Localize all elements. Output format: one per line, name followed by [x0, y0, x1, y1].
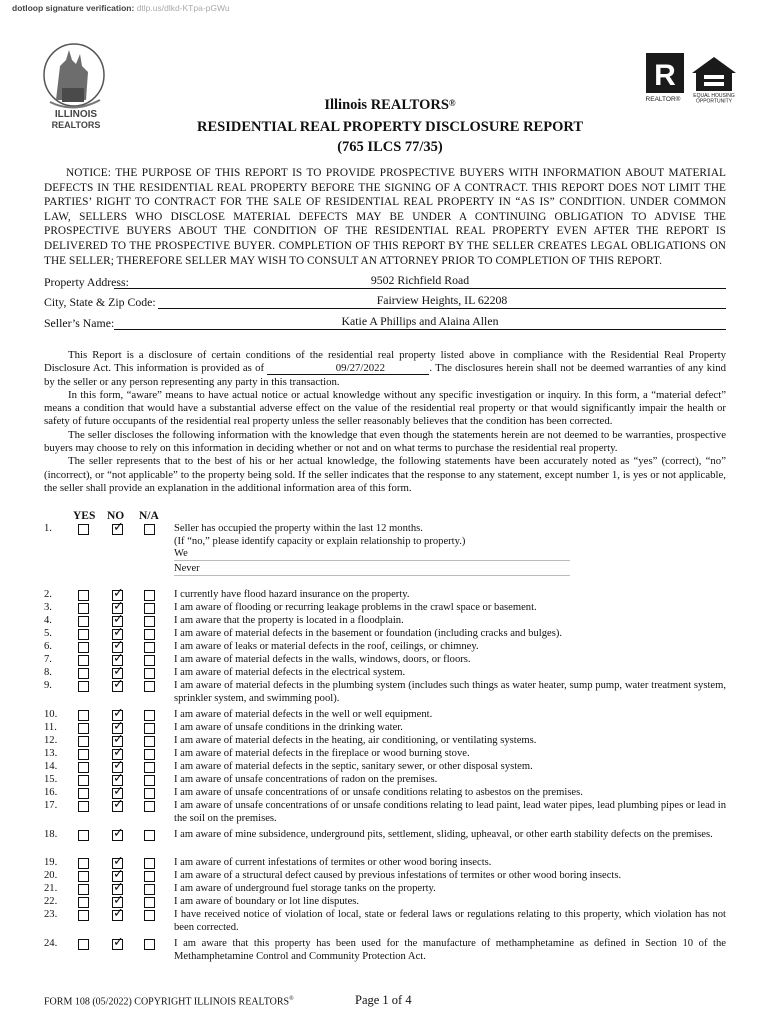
- na-checkbox[interactable]: [144, 524, 155, 535]
- check-mark-icon: ✓: [113, 745, 124, 760]
- notice-paragraph: NOTICE: THE PURPOSE OF THIS REPORT IS TO PROVIDE PROSPECTIVE BUYERS WITH INFORMATION ABOUT MATERIAL DEFECTS IN THE RESIDENTIAL REAL PROPERTY BEFORE THE SIGNING OF A CONTRACT. THIS REPORT DOES NOT LIMIT THE PARTIES’ RIGHT TO CONTRACT FOR THE SALE OF RESIDENTIAL REAL PROPERTY IN “AS IS” CONDITION. UNDER COMMON LAW, SELLERS WHO DISCLOSE MATERIAL DEFECTS MAY BE UNDER A CONTINUING OBLIGATION TO ADVISE THE PROSPECTIVE BUYERS ABOUT THE CONDITION OF THE RESIDENTIAL REAL PROPERTY EVEN AFTER THE REPORT IS DELIVERED TO THE PROSPECTIVE BUYER. COMPLETION OF THIS REPORT BY THE SELLER CREATES LEGAL OBLIGATIONS ON THE SELLER; THEREFORE SELLER MAY WISH TO CONSULT AN ATTORNEY PRIOR TO COMPLETION OF THIS REPORT.: [44, 167, 726, 267]
- item-text: [174, 523, 726, 549]
- no-checkbox[interactable]: [112, 520, 124, 535]
- check-mark-icon: ✓: [113, 599, 124, 614]
- check-mark-icon: ✓: [113, 906, 124, 921]
- na-checkbox[interactable]: [144, 590, 155, 601]
- item-1-explanation-line-1[interactable]: We: [174, 548, 570, 561]
- check-mark-icon: ✓: [113, 677, 124, 692]
- na-checkbox[interactable]: [144, 897, 155, 908]
- equal-housing-house-icon: [692, 57, 736, 91]
- no-checkbox[interactable]: [112, 906, 124, 921]
- yes-checkbox[interactable]: [78, 749, 89, 760]
- yes-checkbox[interactable]: [78, 603, 89, 614]
- na-checkbox[interactable]: [144, 723, 155, 734]
- column-na: N/A: [139, 510, 159, 522]
- item-text: I am aware of boundary or lot line disputes.: [174, 896, 360, 907]
- na-checkbox[interactable]: [144, 830, 155, 841]
- na-checkbox[interactable]: [144, 858, 155, 869]
- item-text: I am aware that the property is located in a floodplain.: [174, 615, 404, 626]
- na-checkbox[interactable]: [144, 762, 155, 773]
- yes-checkbox[interactable]: [78, 801, 89, 812]
- yes-checkbox[interactable]: [78, 681, 89, 692]
- na-checkbox[interactable]: [144, 884, 155, 895]
- yes-checkbox[interactable]: [78, 910, 89, 921]
- paragraph-2: In this form, “aware” means to have actual notice or actual knowledge without any specific investigation or inquiry. In this form, a “material defect” means a condition that would have a substantial adverse effect on the value of the residential real property or that would significantly impair the health or safety of future occupants of the residential real property unless the seller reasonably believes that the condition has been corrected.: [44, 388, 726, 428]
- item-number: 4.: [44, 615, 52, 626]
- item-text: I am aware of mine subsidence, underground pits, settlement, sliding, upheaval, or other earth stability defects on the premises.: [174, 829, 713, 840]
- na-checkbox[interactable]: [144, 681, 155, 692]
- item-text: I currently have flood hazard insurance on the property.: [174, 589, 410, 600]
- item-text: I am aware of unsafe concentrations of or unsafe conditions relating to lead paint, lead water pipes, lead plumbing pipes or lead in the soil on the premises.: [174, 800, 726, 824]
- disclosure-paragraphs: [44, 349, 726, 495]
- item-text: I am aware that this property has been used for the manufacture of methamphetamine as defined in Section 10 of the Methamphetamine Control and Community Protection Act.: [174, 938, 726, 962]
- city-state-zip-label: City, State & Zip Code:: [44, 295, 156, 309]
- no-checkbox[interactable]: [112, 935, 124, 950]
- item-number: 17.: [44, 800, 58, 811]
- item-number: 16.: [44, 787, 58, 798]
- yes-checkbox[interactable]: [78, 939, 89, 950]
- paragraph-4: The seller represents that to the best of his or her actual knowledge, the following statements have been accurately noted as “yes” (correct), “no” (incorrect), or “not applicable” to the property being sold. If the seller indicates that the response to any statement, except number 1, is yes or not applicable, the seller shall provide an explanation in the additional information area of this form.: [44, 455, 726, 494]
- logo-text-line1: ILLINOIS: [54, 109, 98, 120]
- check-mark-icon: ✓: [113, 732, 124, 747]
- item-number: 23.: [44, 909, 58, 920]
- na-checkbox[interactable]: [144, 788, 155, 799]
- item-text: I am aware of unsafe concentrations of radon on the premises.: [174, 774, 438, 785]
- column-yes: YES: [73, 510, 96, 522]
- item-text: I am aware of leaks or material defects in the roof, ceilings, or chimney.: [174, 641, 479, 652]
- na-checkbox[interactable]: [144, 749, 155, 760]
- illinois-realtors-logo: [36, 42, 116, 130]
- check-mark-icon: ✓: [113, 625, 124, 640]
- property-address-field[interactable]: 9502 Richfield Road: [114, 273, 726, 289]
- yes-checkbox[interactable]: [78, 616, 89, 627]
- check-mark-icon: ✓: [113, 612, 124, 627]
- item-text: I am aware of flooding or recurring leakage problems in the crawl space or basement.: [174, 602, 537, 613]
- check-mark-icon: ✓: [113, 520, 124, 535]
- item-number: 1.: [44, 523, 52, 534]
- check-mark-icon: ✓: [113, 880, 124, 895]
- yes-checkbox[interactable]: [78, 736, 89, 747]
- na-checkbox[interactable]: [144, 655, 155, 666]
- verification-link[interactable]: dtlp.us/dlkd-KTpa-pGWu: [136, 3, 230, 13]
- na-checkbox[interactable]: [144, 710, 155, 721]
- item-number: 11.: [44, 722, 57, 733]
- item-number: 2.: [44, 589, 52, 600]
- item-number: 18.: [44, 829, 58, 840]
- report-title: RESIDENTIAL REAL PROPERTY DISCLOSURE REPORT: [197, 119, 583, 135]
- item-number: 10.: [44, 709, 58, 720]
- yes-checkbox[interactable]: [78, 775, 89, 786]
- check-mark-icon: ✓: [113, 771, 124, 786]
- property-address-label: Property Address:: [44, 275, 129, 289]
- form-copyright: [44, 996, 294, 1007]
- check-mark-icon: ✓: [113, 893, 124, 908]
- na-checkbox[interactable]: [144, 736, 155, 747]
- item-text: I am aware of current infestations of termites or other wood boring insects.: [174, 857, 492, 868]
- na-checkbox[interactable]: [144, 616, 155, 627]
- org-reg-mark: ®: [448, 98, 456, 108]
- check-mark-icon: ✓: [113, 854, 124, 869]
- item-text: I am aware of material defects in the heating, air conditioning, or ventilating systems.: [174, 735, 537, 746]
- na-checkbox[interactable]: [144, 603, 155, 614]
- yes-checkbox[interactable]: [78, 788, 89, 799]
- yes-checkbox[interactable]: [78, 524, 89, 535]
- na-checkbox[interactable]: [144, 775, 155, 786]
- na-checkbox[interactable]: [144, 629, 155, 640]
- check-mark-icon: ✓: [113, 638, 124, 653]
- no-checkbox[interactable]: [112, 677, 124, 692]
- item-text: I am aware of material defects in the well or well equipment.: [174, 709, 433, 720]
- column-no: NO: [107, 510, 125, 522]
- yes-checkbox[interactable]: [78, 723, 89, 734]
- item-number: 22.: [44, 896, 58, 907]
- seller-name-row: [44, 315, 726, 331]
- yes-checkbox[interactable]: [78, 762, 89, 773]
- equal-housing-text-2: OPPORTUNITY: [695, 98, 733, 103]
- item-1-instructions: (If “no,” please identify capacity or explain relationship to property.): [174, 535, 466, 547]
- city-state-zip-row: [44, 294, 726, 310]
- item-number: 24.: [44, 938, 58, 949]
- item-number: 21.: [44, 883, 58, 894]
- item-number: 3.: [44, 602, 52, 613]
- realtor-text: REALTOR®: [645, 96, 681, 103]
- item-number: 14.: [44, 761, 58, 772]
- item-text: I have received notice of violation of local, state or federal laws or regulations relating to this property, which violation has not been corrected.: [174, 909, 726, 933]
- item-number: 9.: [44, 680, 52, 691]
- item-text: I am aware of unsafe conditions in the drinking water.: [174, 722, 403, 733]
- item-text: I am aware of material defects in the walls, windows, doors, or floors.: [174, 654, 471, 665]
- city-state-zip-field[interactable]: Fairview Heights, IL 62208: [158, 293, 726, 309]
- org-title: [150, 96, 630, 115]
- item-number: 7.: [44, 654, 52, 665]
- item-1-explanation-line-2[interactable]: Never: [174, 563, 570, 576]
- page-number: Page 1 of 4: [355, 993, 412, 1007]
- item-1-statement: Seller has occupied the property within the last 12 months.: [174, 523, 423, 534]
- yes-checkbox[interactable]: [78, 642, 89, 653]
- paragraph-1: [44, 349, 726, 389]
- no-checkbox[interactable]: [112, 797, 124, 812]
- seller-name-field[interactable]: Katie A Phillips and Alaina Allen: [114, 314, 726, 330]
- yes-checkbox[interactable]: [78, 590, 89, 601]
- check-mark-icon: ✓: [113, 706, 124, 721]
- item-number: 20.: [44, 870, 58, 881]
- yes-checkbox[interactable]: [78, 884, 89, 895]
- seller-name-label: Seller’s Name:: [44, 316, 115, 330]
- item-text: I am aware of material defects in the basement or foundation (including cracks and bulges).: [174, 628, 562, 639]
- yes-checkbox[interactable]: [78, 830, 89, 841]
- realtor-equal-housing-logos: [642, 51, 742, 103]
- na-checkbox[interactable]: [144, 642, 155, 653]
- na-checkbox[interactable]: [144, 910, 155, 921]
- na-checkbox[interactable]: [144, 939, 155, 950]
- check-mark-icon: ✓: [113, 935, 124, 950]
- item-text: I am aware of material defects in the septic, sanitary sewer, or other disposal system.: [174, 761, 533, 772]
- item-text: I am aware of a structural defect caused by previous infestations of termites or other wood boring insects.: [174, 870, 622, 881]
- paragraph-3: The seller discloses the following information with the knowledge that even though the statements herein are not deemed to be warranties, prospective buyers may choose to rely on this information in deciding whether or not and on what terms to purchase the residential real property.: [44, 428, 726, 455]
- item-number: 13.: [44, 748, 58, 759]
- disclosure-date-field[interactable]: 09/27/2022: [267, 362, 429, 375]
- item-text: I am aware of material defects in the fireplace or wood burning stove.: [174, 748, 470, 759]
- na-checkbox[interactable]: [144, 801, 155, 812]
- item-number: 12.: [44, 735, 58, 746]
- realtor-r-icon: R: [654, 59, 676, 92]
- yes-checkbox[interactable]: [78, 668, 89, 679]
- item-text: I am aware of material defects in the electrical system.: [174, 667, 406, 678]
- logo-text-line2: REALTORS: [51, 120, 101, 130]
- item-text: I am aware of underground fuel storage tanks on the property.: [174, 883, 436, 894]
- yes-checkbox[interactable]: [78, 629, 89, 640]
- yes-checkbox[interactable]: [78, 897, 89, 908]
- na-checkbox[interactable]: [144, 668, 155, 679]
- property-address-row: [44, 274, 726, 290]
- check-mark-icon: ✓: [113, 867, 124, 882]
- paragraph-1-text-end: . The disclosures herein shall not be deemed warranties of any kind by the seller or any person representing any party in this transaction.: [44, 362, 726, 388]
- paragraph-1-text: This Report is a disclosure of certain conditions of the residential real property listed above in compliance with the Residential Real Property Disclosure Act. This information is provided as of: [44, 349, 726, 375]
- check-mark-icon: ✓: [113, 664, 124, 679]
- verification-label: dotloop signature verification:: [12, 3, 135, 13]
- na-checkbox[interactable]: [144, 871, 155, 882]
- check-mark-icon: ✓: [113, 719, 124, 734]
- check-mark-icon: ✓: [113, 784, 124, 799]
- check-mark-icon: ✓: [113, 758, 124, 773]
- yes-checkbox[interactable]: [78, 858, 89, 869]
- no-checkbox[interactable]: [112, 826, 124, 841]
- item-number: 19.: [44, 857, 58, 868]
- item-number: 6.: [44, 641, 52, 652]
- signature-verification: [12, 3, 230, 13]
- item-text: I am aware of material defects in the plumbing system (includes such things as water heater, sump pump, water treatment system, sprinkler system, and swimming pool).: [174, 680, 726, 704]
- check-mark-icon: ✓: [113, 586, 124, 601]
- footer-reg-mark: ®: [289, 996, 294, 1002]
- org-name: Illinois REALTORS: [324, 97, 449, 113]
- item-number: 8.: [44, 667, 52, 678]
- yes-checkbox[interactable]: [78, 655, 89, 666]
- yes-checkbox[interactable]: [78, 710, 89, 721]
- item-number: 15.: [44, 774, 58, 785]
- statute-reference: (765 ILCS 77/35): [337, 139, 443, 155]
- check-mark-icon: ✓: [113, 797, 124, 812]
- check-mark-icon: ✓: [113, 651, 124, 666]
- check-mark-icon: ✓: [113, 826, 124, 841]
- yes-checkbox[interactable]: [78, 871, 89, 882]
- form-copyright-text: FORM 108 (05/2022) COPYRIGHT ILLINOIS REALTORS: [44, 996, 290, 1008]
- item-number: 5.: [44, 628, 52, 639]
- equal-housing-text-1: EQUAL HOUSING: [693, 93, 735, 99]
- item-text: I am aware of unsafe concentrations of or unsafe conditions relating to asbestos on the premises.: [174, 787, 583, 798]
